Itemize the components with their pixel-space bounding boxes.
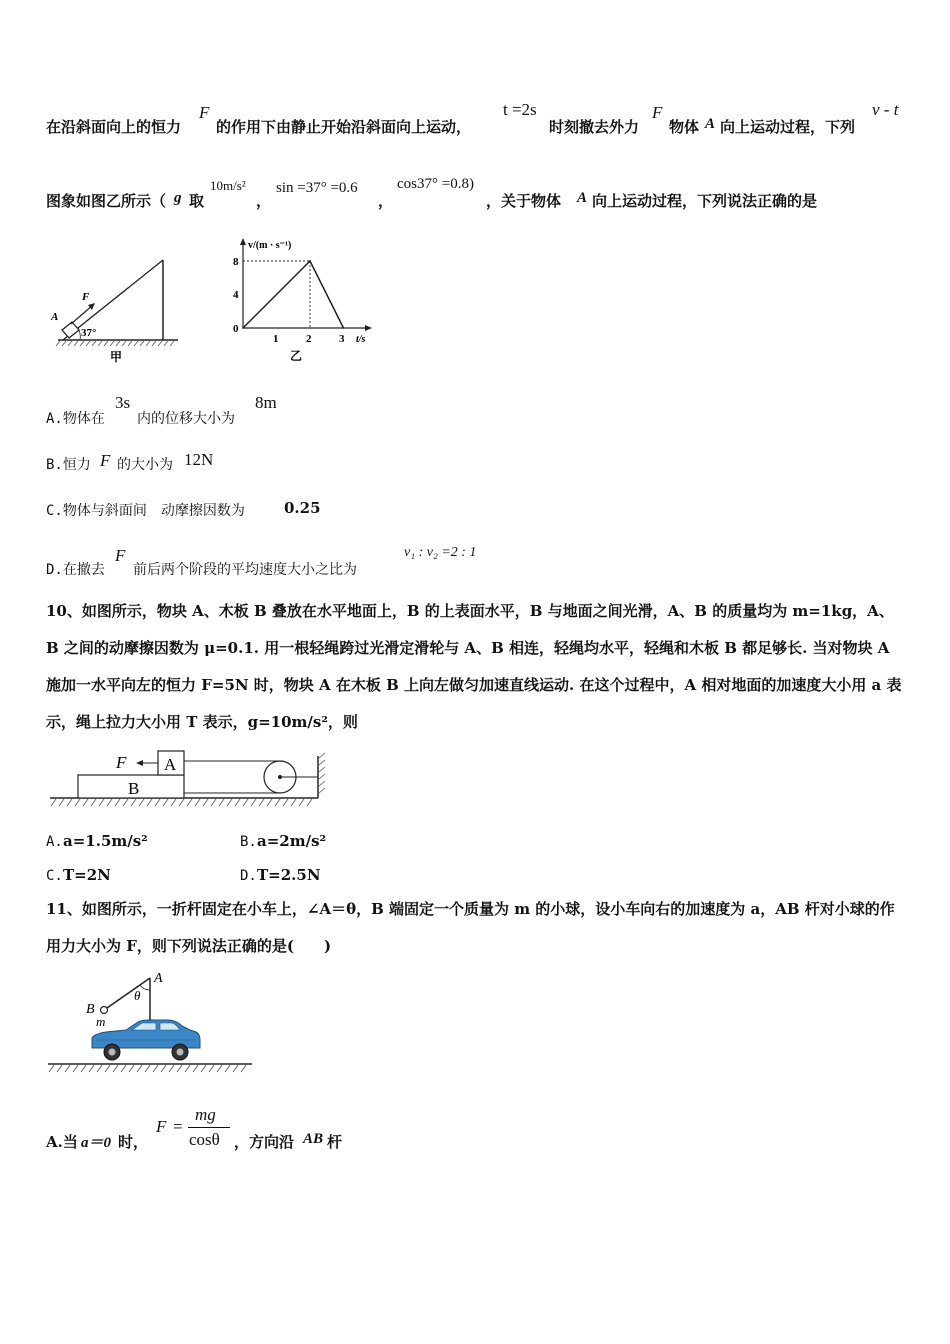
q9-line1-F-symbol: F — [199, 103, 210, 122]
vt-ylabel: v/(m · s⁻¹) — [248, 240, 292, 251]
q11-figure — [46, 968, 261, 1078]
q9-line1-A: A — [705, 116, 716, 132]
q9-optD-ratio: v₁ : v₂ =2 : 1 — [404, 545, 477, 560]
q10-optC-value: T=2N — [63, 866, 111, 884]
q9-optD-text-2: 前后两个阶段的平均速度大小之比为 — [133, 562, 357, 578]
q10-optD-letter: D. — [240, 868, 257, 884]
q9-line1-text-3: 时刻撤去外力 — [549, 118, 640, 136]
q11-label-m: m — [96, 1014, 106, 1029]
vt-data-point — [242, 327, 244, 329]
q9-optA-time: 3s — [115, 393, 131, 412]
q11-optA-text-1: A.当 — [46, 1133, 78, 1151]
q11-question-text: 11、如图所示，一折杆固定在小车上，∠A＝θ，B 端固定一个质量为 m 的小球，设小车向右的加速度为 a，AB 杆对小球的作用力大小为 F，则下列说法正确的是( ) — [46, 900, 895, 955]
q11-label-B: B — [86, 1002, 95, 1017]
vt-xlabel: t/s — [356, 334, 366, 345]
vt-y-arrow — [240, 238, 246, 245]
q9-line2-comma-2: ， — [378, 192, 394, 210]
q11-car-hub-rear — [177, 1049, 184, 1056]
q9-line2-comma-1: ， — [256, 192, 272, 210]
q11-optA-AB: AB — [303, 1131, 324, 1147]
q9-optB-text-2: 的大小为 — [117, 457, 173, 473]
q10-label-B: B — [128, 779, 140, 798]
q11-label-theta: θ — [134, 988, 141, 1003]
q9-optA-distance: 8m — [255, 393, 277, 412]
q9-optC-text: C.物体与斜面间 动摩擦因数为 — [46, 503, 245, 519]
incline-label-F: F — [82, 291, 90, 303]
q9-vt-symbol: v - t — [872, 100, 899, 119]
q11-ground-hatch — [49, 1065, 246, 1072]
q10-optA-letter: A. — [46, 834, 63, 850]
q9-optB-F: F — [100, 451, 111, 470]
q11-optA-numerator: mg — [195, 1105, 216, 1124]
vt-x-arrow — [365, 325, 372, 331]
incline-ground-hatch — [56, 341, 174, 346]
q11-optA-text-2: 时， — [118, 1133, 149, 1151]
incline-block-A — [62, 322, 79, 338]
incline-force-arrow — [71, 305, 93, 324]
incline-figure — [48, 250, 183, 365]
q9-optA-text-1: A.物体在 — [46, 411, 105, 427]
q9-optD-F: F — [115, 546, 126, 565]
vt-xtick-2: 2 — [306, 333, 312, 345]
q9-optC-value: 0.25 — [284, 499, 321, 517]
q9-optB-value: 12N — [184, 450, 214, 469]
q10-wall-hatch — [319, 753, 325, 793]
q10-question-text: 10、如图所示，物块 A、木板 B 叠放在水平地面上，B 的上表面水平，B 与地面之间光滑，A、B 的质量均为 m=1kg，A、B 之间的动摩擦因数为 μ=0.1. 用一根轻绳跨过光滑定滑轮与 A、B 相连，轻绳均水平，轻绳和木板 B 都足够长. 当对物块 A 施加一水平向左的恒力 F=5N 时，物块 A 在木板 B 上向左做匀加速直线运动. 在这个过程中，A 相对地面的加速度大小用 a 表示，绳上拉力大小用 T 表示，g=10m/s²，则 — [46, 602, 902, 731]
q10-optD-value: T=2.5N — [257, 866, 321, 884]
q9-g-value: 10m/s² — [210, 178, 246, 193]
q10-optA-value: a=1.5m/s² — [63, 832, 148, 850]
q9-line1-F-symbol-2: F — [652, 103, 663, 122]
q9-optA-text-2: 内的位移大小为 — [137, 411, 235, 427]
q9-line1-text-5: 向上运动过程，下列 — [720, 118, 856, 136]
q9-time-equation: t =2s — [503, 100, 537, 119]
q11-optA-denominator: cosθ — [189, 1130, 220, 1149]
incline-label-A: A — [51, 311, 59, 323]
q9-sin-value: sin =37° =0.6 — [276, 180, 358, 196]
q9-line2-text-2: 取 — [189, 192, 205, 210]
vt-ytick-4: 4 — [233, 289, 239, 301]
vt-data-point — [343, 327, 345, 329]
q10-figure — [48, 748, 333, 813]
q11-rod-AB — [107, 978, 150, 1008]
vt-ytick-8: 8 — [233, 256, 239, 268]
vt-xtick-3: 3 — [339, 333, 345, 345]
q11-optA-equals: = — [173, 1117, 183, 1136]
incline-angle-label: 37° — [81, 327, 97, 339]
vt-caption: 乙 — [290, 349, 303, 363]
q10-force-arrowhead — [136, 760, 143, 766]
q11-optA-F: F — [156, 1117, 167, 1136]
q11-angle-arc — [140, 985, 150, 990]
vt-xtick-1: 1 — [273, 333, 279, 345]
vt-ytick-0: 0 — [233, 323, 239, 335]
q11-optA-text-3: ，方向沿 — [234, 1133, 295, 1151]
q9-line2-text-4: 向上运动过程，下列说法正确的是 — [592, 192, 818, 210]
vt-graph — [228, 236, 378, 366]
q10-label-F: F — [116, 753, 127, 772]
q9-line2-g: g — [174, 190, 182, 206]
q11-optA-a0: a＝0 — [81, 1135, 112, 1151]
q9-optB-text-1: B.恒力 — [46, 457, 91, 473]
q11-label-A: A — [154, 971, 163, 986]
q10-ground-hatch — [51, 799, 312, 806]
vt-series-line — [243, 261, 344, 328]
q9-line2-text-1: 图象如图乙所示（ — [46, 192, 167, 210]
q9-line1-text-1: 在沿斜面向上的恒力 — [46, 118, 182, 136]
q11-optA-text-4: 杆 — [327, 1133, 343, 1151]
q10-optB-value: a=2m/s² — [257, 832, 327, 850]
q10-label-A: A — [164, 755, 177, 774]
q9-optD-text-1: D.在撤去 — [46, 562, 105, 578]
q9-cos-value: cos37° =0.8) — [397, 176, 474, 192]
q9-line2-A: A — [577, 190, 588, 206]
q9-line1-text-4: 物体 — [669, 118, 700, 136]
incline-caption: 甲 — [110, 350, 123, 364]
vt-data-point — [309, 260, 311, 262]
q9-line1-text-2: 的作用下由静止开始沿斜面向上运动， — [216, 118, 472, 136]
q11-ball — [101, 1007, 108, 1014]
q11-car-hub-front — [109, 1049, 116, 1056]
q10-optC-letter: C. — [46, 868, 63, 884]
q9-line2-text-3: ，关于物体 — [486, 192, 562, 210]
q11-optA-fraction-bar — [188, 1127, 230, 1128]
q10-optB-letter: B. — [240, 834, 257, 850]
